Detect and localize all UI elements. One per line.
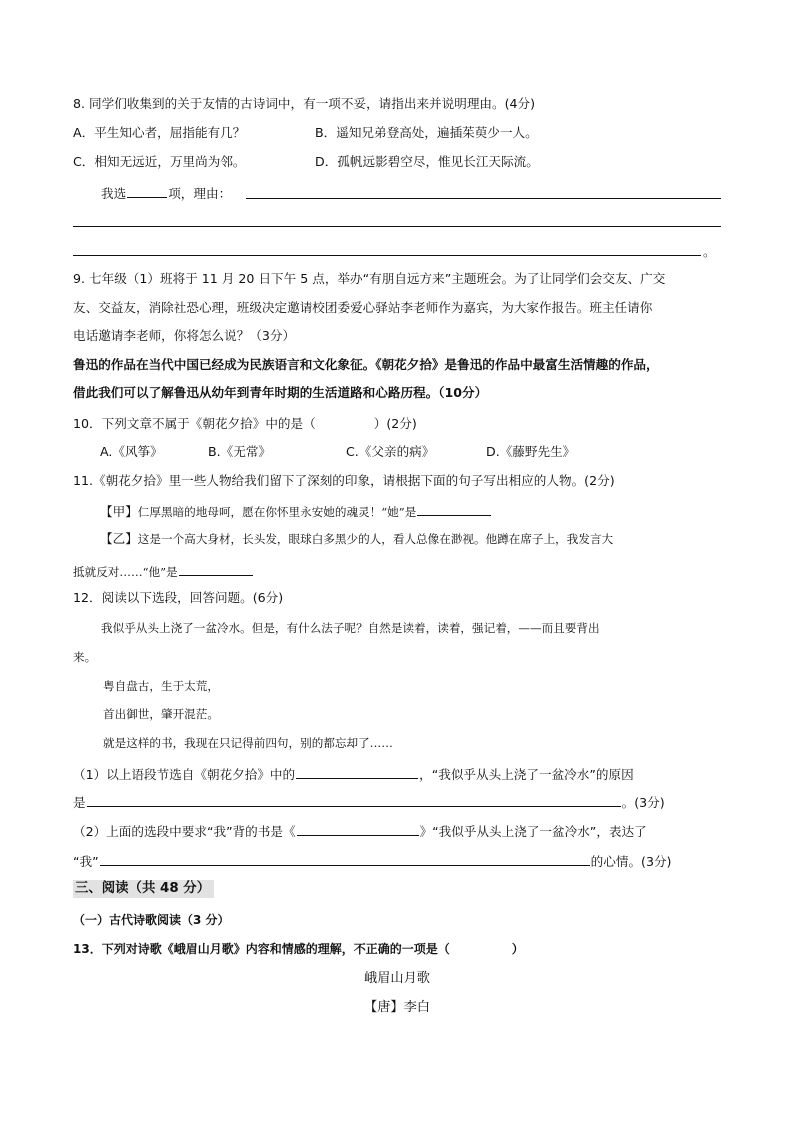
q8-reason-blank-3[interactable]: [73, 255, 701, 256]
poem-title: 峨眉山月歌: [364, 971, 430, 986]
q9-line-1: 9. 七年级（1）班将于 11 月 20 日下午 5 点，举办“有朋自远方来”主题班会。为了让同学们会交友、广交: [73, 271, 666, 286]
q13-stem: [73, 941, 524, 957]
q13-stem-a: 13．下列对诗歌《峨眉山月歌》内容和情感的理解，不正确的一项是（: [73, 942, 450, 956]
q12-sub2-b: 》“我似乎从头上浇了一盆冷水”，表达了: [419, 824, 647, 839]
q8-end-mark: 。: [703, 244, 716, 259]
poem-author: 【唐】李白: [364, 1000, 430, 1015]
section-3-title-text: 三、阅读（共 48 分）: [73, 880, 214, 898]
q12-sub2-line-1: [73, 822, 647, 840]
q12-stem: 12．阅读以下选段，回答问题。(6分): [73, 590, 284, 605]
q8-option-d: D．孤帆远影碧空尽，惟见长江天际流。: [315, 154, 539, 169]
q12-sub2-book-blank[interactable]: [297, 822, 419, 836]
q8-choice-blank[interactable]: [127, 184, 167, 198]
q11-jia-blank[interactable]: [417, 502, 491, 516]
q8-option-b: B．遥知兄弟登高处，遍插茱萸少一人。: [315, 125, 538, 140]
q9-line-2: 友、交益友，消除社恐心理，班级决定邀请校团委爱心驿站李老师作为嘉宾，为大家作报告。班主任请你: [73, 300, 653, 315]
q11-jia-label: 【甲】: [100, 504, 138, 519]
q12-sub1-title-blank[interactable]: [296, 765, 418, 779]
q10-stem-a: 10．下列文章不属于《朝花夕拾》中的是（: [73, 416, 316, 431]
section-3-subtitle: （一）古代诗歌阅读（3 分）: [73, 913, 230, 927]
q10-stem: [73, 416, 417, 432]
q8-answer-mid: 项，理由：: [168, 186, 232, 201]
q10-option-c: C.《父亲的病》: [346, 444, 435, 459]
q12-sub2-c: “我”: [73, 854, 99, 869]
q12-sub1-d: 。(3分): [621, 795, 665, 810]
q10-option-a: A.《风筝》: [100, 444, 163, 459]
q8-reason-blank-2[interactable]: [73, 226, 721, 227]
q12-sub1-a: （1）以上语段节选自《朝花夕拾》中的: [73, 767, 296, 782]
q12-sub2-a: （2）上面的选段中要求“我”背的书是《: [73, 824, 296, 839]
q13-stem-b: ）: [511, 942, 524, 956]
intro-line-1: 鲁迅的作品在当代中国已经成为民族语言和文化象征。《朝花夕拾》是鲁迅的作品中最富生活情趣的作品，: [73, 357, 659, 372]
q10-option-d: D.《藤野先生》: [486, 444, 576, 459]
q12-sub2-d: 的心情。(3分): [590, 854, 672, 869]
q11-yi: [100, 531, 613, 547]
q12-verse-2: 首出御世，肇开混茫。: [103, 707, 219, 721]
q12-passage-1: 我似乎从头上浇了一盆冷水。但是，有什么法子呢？自然是读着，读着，强记着，——而且要背出: [101, 621, 600, 635]
q11-yi-label: 【乙】: [100, 531, 138, 546]
q12-passage-1b: 来。: [73, 650, 97, 664]
q12-sub1-line-2: [73, 793, 665, 811]
q8-option-a: A．平生知心者，屈指能有几？: [73, 125, 246, 140]
q8-answer-line: [101, 184, 231, 202]
q8-option-c: C．相知无远近，万里尚为邻。: [73, 154, 246, 169]
intro-line-2: 借此我们可以了解鲁迅从幼年到青年时期的生活道路和心路历程。（10分）: [73, 385, 488, 400]
q11-yi-line-2: [73, 562, 254, 580]
q10-stem-b: ）(2分): [373, 416, 417, 431]
q12-sub1-c: 是: [73, 795, 86, 810]
q11-stem: 11.《朝花夕拾》里一些人物给我们留下了深刻的印象，请根据下面的句子写出相应的人物。(2分): [73, 473, 615, 488]
q12-sub1-b: ，“我似乎从头上浇了一盆冷水”的原因: [419, 767, 634, 782]
q11-jia: [100, 502, 492, 520]
q8-reason-blank-1[interactable]: [246, 198, 721, 199]
section-3-title: [73, 881, 214, 897]
q12-passage-2: 就是这样的书，我现在只记得前四句，别的都忘却了……: [103, 736, 393, 750]
q12-verse-1: 粤自盘古，生于太荒，: [103, 679, 219, 693]
q11-yi-text-2: 抵就反对……“他”是: [73, 565, 178, 579]
q11-yi-blank[interactable]: [179, 562, 253, 576]
q11-jia-text: 仁厚黑暗的地母呵，愿在你怀里永安她的魂灵！“她”是: [137, 505, 417, 519]
q11-yi-text-1: 这是一个高大身材，长头发，眼球白多黑少的人，看人总像在渺视。他蹲在席子上，我发言大: [137, 532, 614, 546]
q12-sub1-reason-blank[interactable]: [87, 793, 621, 807]
q12-sub1-line-1: [73, 765, 634, 783]
q8-stem: 8. 同学们收集到的关于友情的古诗词中，有一项不妥，请指出来并说明理由。(4分): [73, 96, 536, 111]
q12-sub2-line-2: [73, 852, 671, 870]
q12-sub2-feeling-blank[interactable]: [100, 852, 590, 866]
q8-answer-prefix: 我选: [101, 186, 127, 201]
q10-option-b: B.《无常》: [208, 444, 272, 459]
q9-line-3: 电话邀请李老师，你将怎么说？（3分）: [73, 328, 296, 343]
